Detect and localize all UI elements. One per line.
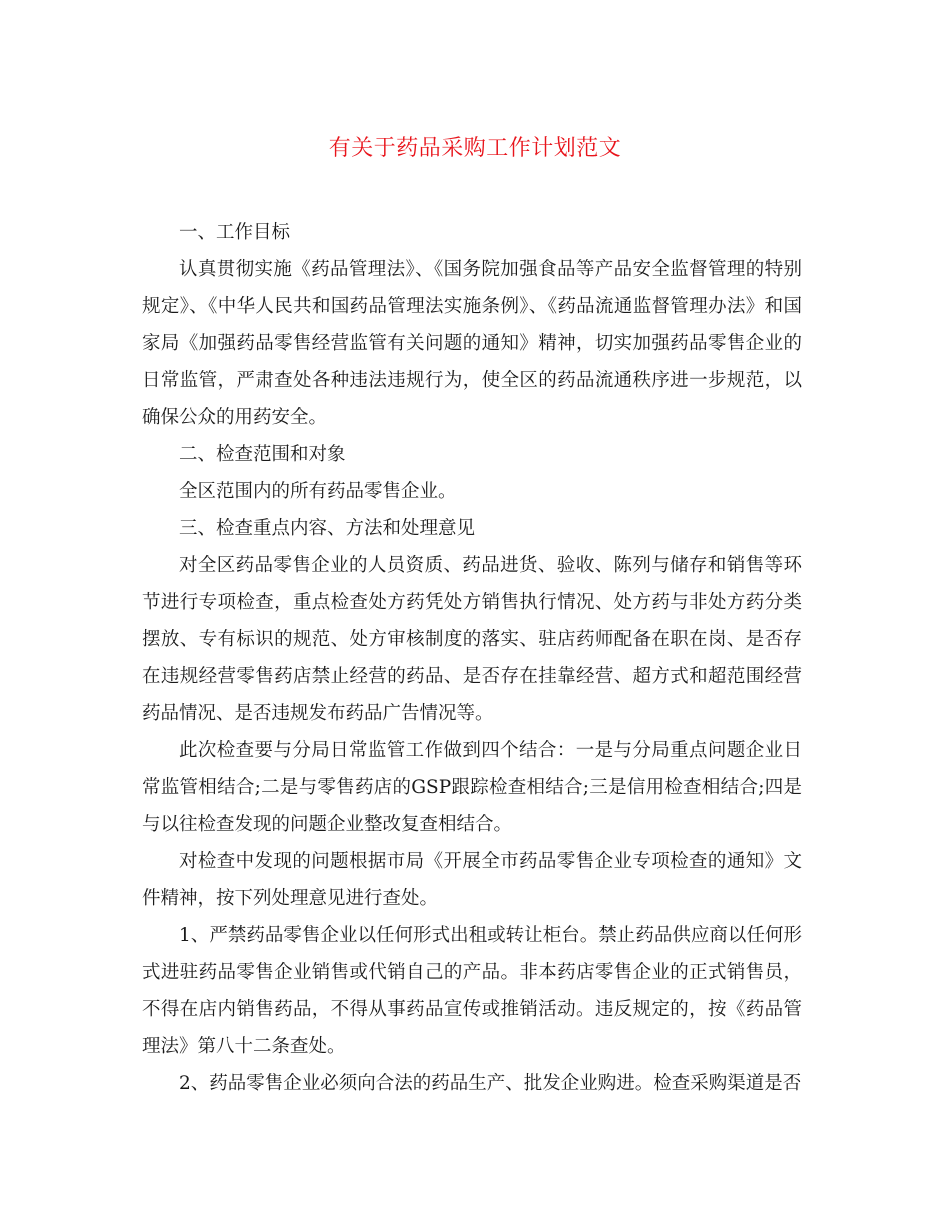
document-body [142,214,802,1102]
paragraph-combination: 此次检查要与分局日常监管工作做到四个结合：一是与分局重点问题企业日常监管相结合;二是与零售药店的GSP跟踪检查相结合;三是信用检查相结合;四是与以往检查发现的问题企业整改复查相结合。 [142,740,802,835]
section-heading-content: 三、检查重点内容、方法和处理意见 [179,518,476,539]
section-heading-scope: 二、检查范围和对象 [179,444,346,465]
paragraph-handling: 对检查中发现的问题根据市局《开展全市药品零售企业专项检查的通知》文件精神，按下列处理意见进行查处。 [142,851,802,909]
paragraph-scope: 全区范围内的所有药品零售企业。 [179,481,457,502]
paragraph-item-1: 1、严禁药品零售企业以任何形式出租或转让柜台。禁止药品供应商以任何形式进驻药品零售企业销售或代销自己的产品。非本药店零售企业的正式销售员，不得在店内销售药品，不得从事药品宣传或推销活动。违反规定的，按《药品管理法》第八十二条查处。 [142,925,802,1057]
paragraph-content: 对全区药品零售企业的人员资质、药品进货、验收、陈列与储存和销售等环节进行专项检查，重点检查处方药凭处方销售执行情况、处方药与非处方药分类摆放、专有标识的规范、处方审核制度的落实、驻店药师配备在职在岗、是否存在违规经营零售药店禁止经营的药品、是否存在挂靠经营、超方式和超范围经营药品情况、是否违规发布药品广告情况等。 [142,555,802,724]
section-heading-goals: 一、工作目标 [179,222,291,243]
paragraph-goals: 认真贯彻实施《药品管理法》、《国务院加强食品等产品安全监督管理的特别规定》、《中华人民共和国药品管理法实施条例》、《药品流通监督管理办法》和国家局《加强药品零售经营监管有关问题的通知》精神，切实加强药品零售企业的日常监管，严肃查处各种违法违规行为，使全区的药品流通秩序进一步规范，以确保公众的用药安全。 [142,259,802,428]
document-title: 有关于药品采购工作计划范文 [328,136,622,161]
paragraph-item-2: 2、药品零售企业必须向合法的药品生产、批发企业购进。检查采购渠道是否 [179,1073,802,1094]
